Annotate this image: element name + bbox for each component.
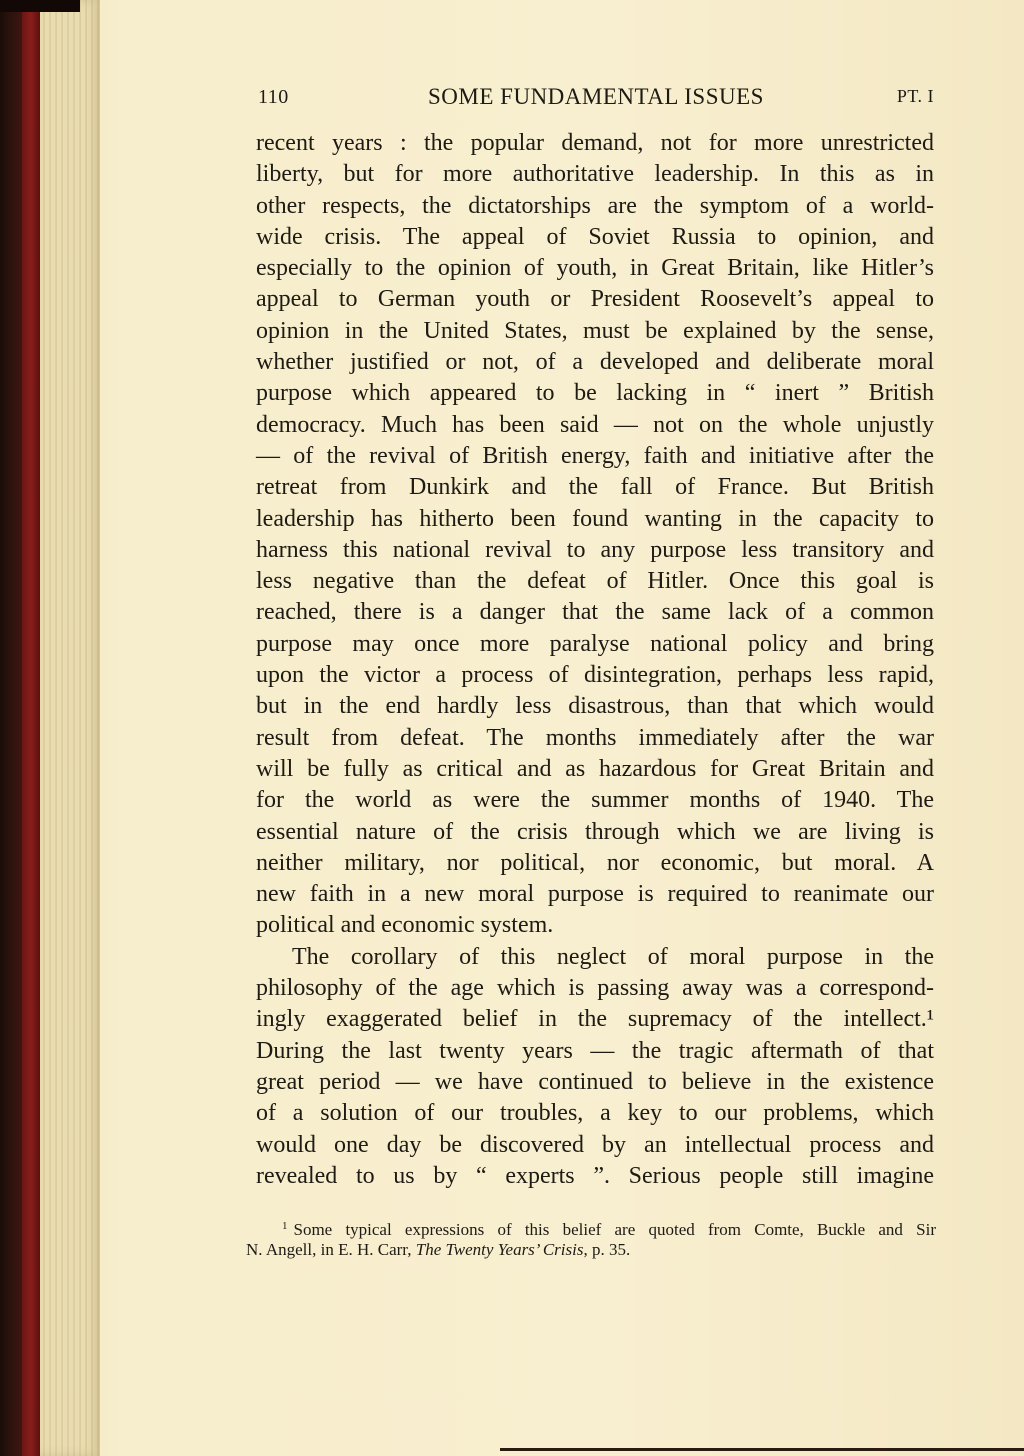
text-line: purpose may once more paralyse national policy and bring [256,630,934,657]
footnote [246,1214,936,1262]
text-line: The corollary of this neglect of moral purpose in the [292,943,934,970]
footnote-line [246,1238,936,1262]
text-line: appeal to German youth or President Roosevelt’s appeal to [256,286,934,313]
text-line: essential nature of the crisis through which we are living is [256,818,934,845]
text-line: but in the end hardly less disastrous, than that which would [256,693,934,720]
text-line: less negative than the defeat of Hitler. Once this goal is [256,568,934,595]
text-line: recent years : the popular demand, not for more unrestricted [256,130,934,156]
text-line: result from defeat. The months immediately after the war [256,724,934,751]
text-line: — of the revival of British energy, faith and initiative after the [256,442,934,469]
text-line: philosophy of the age which is passing away was a correspond- [256,975,934,1002]
text-line: democracy. Much has been said — not on the whole unjustly [256,411,934,438]
text-line: new faith in a new moral purpose is required to reanimate our [256,881,934,908]
text-line: for the world as were the summer months of 1940. The [256,787,934,814]
book-spine [0,0,22,1456]
text-line: political and economic system. [256,912,554,939]
text-line: would one day be discovered by an intellectual process and [256,1131,934,1158]
text-line: retreat from Dunkirk and the fall of France. But British [256,474,934,501]
footnote-marker: 1 [282,1220,288,1232]
corner-shadow [0,0,80,12]
text-line: opinion in the United States, must be explained by the sense, [256,317,934,344]
text-line: revealed to us by “ experts ”. Serious people still imagine [256,1162,934,1189]
stacked-page-edges [40,0,100,1456]
running-header [258,84,934,114]
text-line: leadership has hitherto been found wanting in the capacity to [256,505,934,532]
text-line: great period — we have continued to believe in the existence [256,1068,934,1095]
text-line: liberty, but for more authoritative leadership. In this as in [256,161,934,188]
cited-work-title: The Twenty Years’ Crisis [415,1240,584,1259]
running-title: SOME FUNDAMENTAL ISSUES [428,84,764,109]
part-label: PT. I [896,86,934,106]
text-line: other respects, the dictatorships are the symptom of a world- [256,192,934,219]
text-line: neither military, nor political, nor economic, but moral. A [256,849,934,876]
red-binding-edge [22,10,40,1456]
body-text [256,128,934,1192]
text-line: especially to the opinion of youth, in Great Britain, like Hitler’s [256,255,934,282]
footnote-line [246,1214,936,1238]
bottom-edge-shadow [500,1448,1024,1451]
text-line: will be fully as critical and as hazardous for Great Britain and [256,755,934,782]
footnote-text: , p. 35. [583,1240,631,1259]
text-line: harness this national revival to any purpose less transitory and [256,536,934,563]
text-line: upon the victor a process of disintegration, perhaps less rapid, [256,662,934,689]
text-line: During the last twenty years — the tragic aftermath of that [256,1037,934,1064]
text-line: reached, there is a danger that the same lack of a common [256,599,934,626]
footnote-text: Some typical expressions of this belief are quoted from Comte, Buckle and Sir [293,1220,936,1239]
footnote-text: N. Angell, in E. H. Carr, [246,1240,416,1259]
page-number: 110 [258,86,289,108]
text-line: ingly exaggerated belief in the supremacy of the intellect.¹ [256,1006,934,1033]
text-line: purpose which appeared to be lacking in “ inert ” British [256,380,934,407]
text-line: wide crisis. The appeal of Soviet Russia to opinion, and [256,223,934,250]
text-line: of a solution of our troubles, a key to our problems, which [256,1100,934,1127]
text-line: whether justified or not, of a developed and deliberate moral [256,349,934,376]
